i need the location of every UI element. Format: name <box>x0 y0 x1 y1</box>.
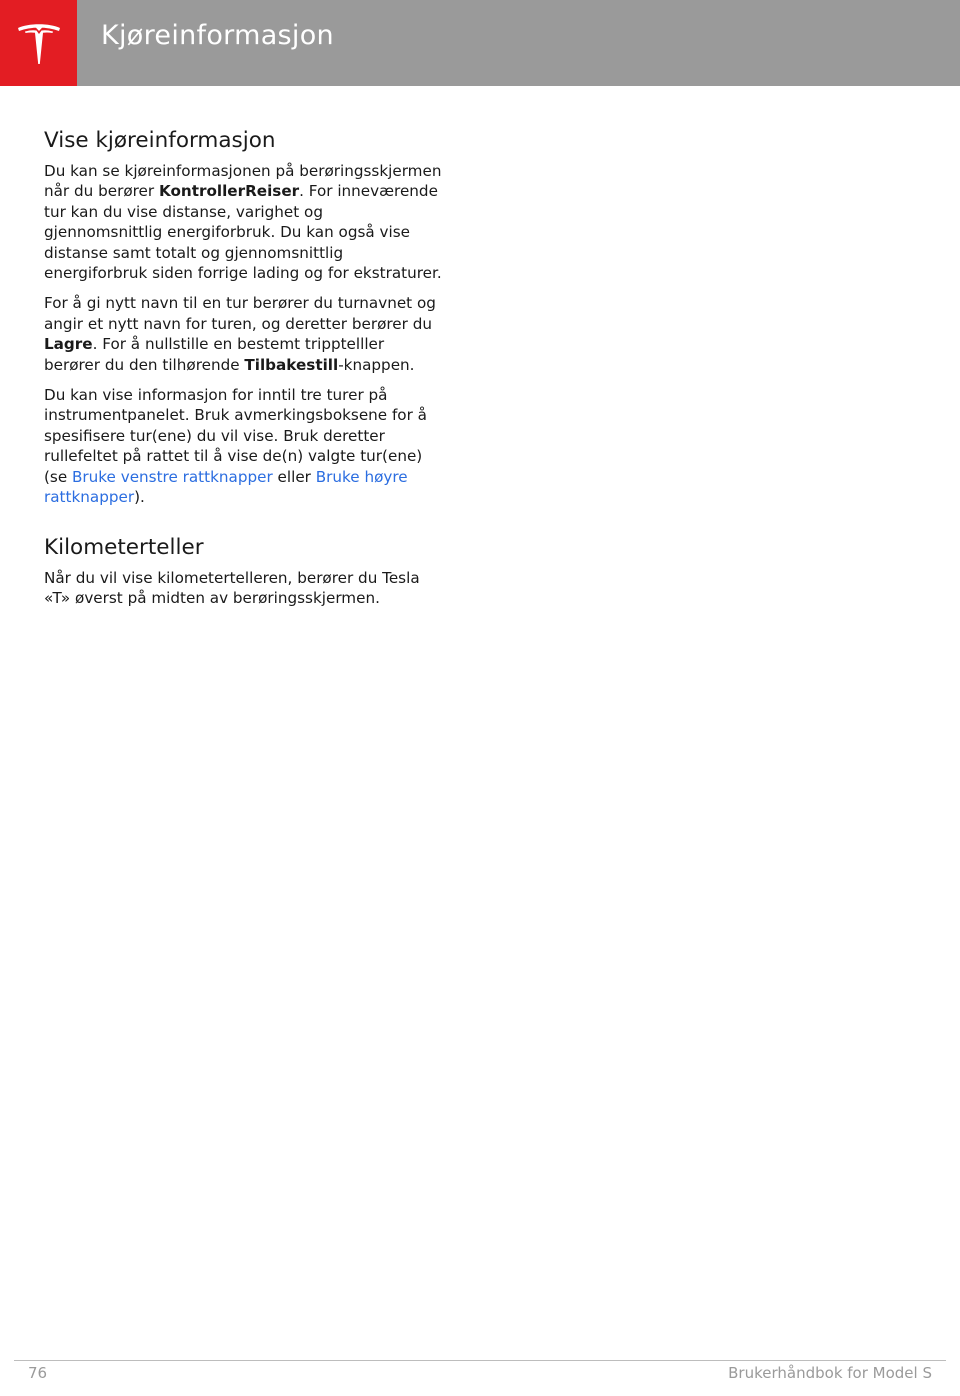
main-content <box>44 128 444 618</box>
ui-term-reset: Tilbakestill <box>244 355 339 374</box>
page-header <box>0 0 960 86</box>
link-left-scroll-buttons[interactable]: Bruke venstre rattknapper <box>72 467 273 486</box>
ui-term-controls-trips: KontrollerReiser <box>158 182 300 201</box>
page-number: 76 <box>28 1364 48 1382</box>
paragraph-odometer: Når du vil vise kilometertelleren, berører du Tesla «T» øverst på midten av berøringsskjermen. <box>44 568 420 607</box>
link-right-scroll-buttons[interactable]: Bruke høyre rattknapper <box>44 467 408 507</box>
ui-term-save: Lagre <box>44 335 93 354</box>
footer-divider <box>14 1360 946 1361</box>
paragraph-instrument-panel: Du kan vise informasjon for inntil tre turer på instrumentpanelet. Bruk avmerkingsboksene for å spesifisere tur(ene) du vil vise. Bruk deretter rullefeltet på rattet til å vise de(n) valgte tur(ene) (se Bruke venstre rattknapper eller Bruke høyre rattknapper). <box>44 386 427 507</box>
page-title: Kjøreinformasjon <box>101 20 334 51</box>
manual-title: Brukerhåndbok for Model S <box>728 1364 932 1382</box>
section-heading-odometer: Kilometerteller <box>44 534 204 560</box>
brand-logo <box>0 0 77 86</box>
tesla-logo-icon <box>16 20 62 66</box>
paragraph-trip-info: Du kan se kjøreinformasjonen på berøringsskjermen når du berører KontrollerReiser. For inneværende tur kan du vise distanse, varighet og gjennomsnittlig energiforbruk. Du kan også vise distanse samt totalt og gjennomsnittlig energiforbruk siden forrige lading og for ekstraturer. <box>44 162 442 283</box>
section-heading-trip-info: Vise kjøreinformasjon <box>44 128 276 153</box>
paragraph-rename-trip: For å gi nytt navn til en tur berører du turnavnet og angir et nytt navn for turen, og deretter berører du Lagre. For å nullstille en bestemt tripptelller berører du den tilhørende Tilbakestill-knappen. <box>44 294 436 374</box>
